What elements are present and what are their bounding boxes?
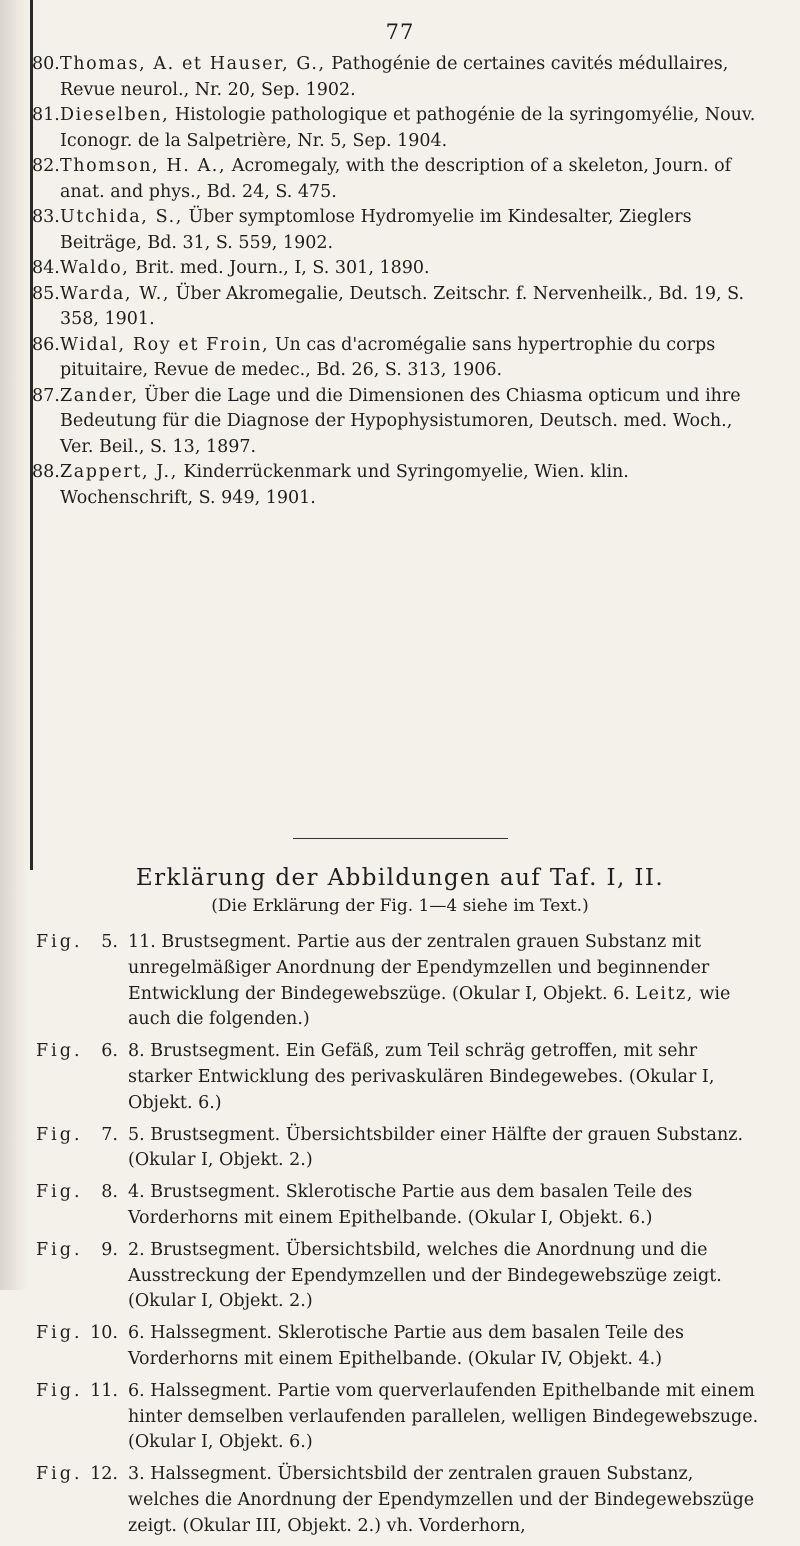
figure-legend-item: Fig. 5. 11. Brustsegment. Partie aus der zentralen grauen Substanz mit unregelmäßiger Anordnung der Ependymzellen und beginnender Entwicklung der Bindegewebszüge. (Okular I, Objekt. 6. Leitz, wie auch die folgenden.) xyxy=(36,932,731,1030)
page-number: 77 xyxy=(385,20,415,44)
reference-list xyxy=(32,52,760,511)
reference-item: 80. Thomas, A. et Hauser, G., Pathogénie de certaines cavités médullaires, Revue neurol., Nr. 20, Sep. 1902. xyxy=(32,54,729,100)
figure-legend-item: Fig. 7. 5. Brustsegment. Übersichtsbilder einer Hälfte der grauen Substanz. (Okular I, Objekt. 2.) xyxy=(36,1124,744,1171)
reference-item: 84. Waldo, Brit. med. Journ., I, S. 301, 1890. xyxy=(32,258,430,278)
reference-item: 83. Utchida, S., Über symptomlose Hydromyelie im Kindesalter, Zieglers Beiträge, Bd. 31, S. 559, 1902. xyxy=(32,207,692,253)
figure-legend-item: Fig. 8. 4. Brustsegment. Sklerotische Partie aus dem basalen Teile des Vorderhorns mit einem Epithelbande. (Okular I, Objekt. 6.) xyxy=(36,1182,693,1228)
figure-legend-item: Fig. 9. 2. Brustsegment. Übersichtsbild, welches die Anordnung und die Ausstreckung der Ependymzellen und der Bindegewebszüge zeigt. (Okular I, Objekt. 2.) xyxy=(36,1239,722,1312)
reference-item: 86. Widal, Roy et Froin, Un cas d'acromégalie sans hypertrophie du corps pituitaire, Revue de medec., Bd. 26, S. 313, 1906. xyxy=(32,334,716,380)
figure-legend-item: Fig. 10. 6. Halssegment. Sklerotische Partie aus dem basalen Teile des Vorderhorns mit einem Epithelbande. (Okular IV, Objekt. 4.) xyxy=(36,1323,684,1369)
binding-shadow-line xyxy=(30,0,33,870)
figure-legend-item: Fig. 12. 3. Halssegment. Übersichtsbild der zentralen grauen Substanz, welches die Anordnung der Ependymzellen und der Bindegewebszüge zeigt. (Okular III, Objekt. 2.) vh. Vorderhorn, xyxy=(36,1464,755,1536)
figure-legend-list xyxy=(36,930,766,1546)
reference-item: 85. Warda, W., Über Akromegalie, Deutsch. Zeitschr. f. Nervenheilk., Bd. 19, S. 358, 1901. xyxy=(32,283,745,329)
reference-item: 88. Zappert, J., Kinderrückenmark und Syringomyelie, Wien. klin. Wochenschrift, S. 949, 1901. xyxy=(32,462,629,508)
figure-legend-item: Fig. 11. 6. Halssegment. Partie vom querverlaufenden Epithelbande mit einem hinter demselben verlaufenden parallelen, welligen Bindegewebszuge. (Okular I, Objekt. 6.) xyxy=(36,1380,759,1453)
reference-item: 81. Dieselben, Histologie pathologique et pathogénie de la syringomyélie, Nouv. Iconogr. de la Salpetrière, Nr. 5, Sep. 1904. xyxy=(32,105,756,151)
section-subtitle: (Die Erklärung der Fig. 1—4 siehe im Text.) xyxy=(211,896,589,916)
reference-item: 87. Zander, Über die Lage und die Dimensionen des Chiasma opticum und ihre Bedeutung für die Diagnose der Hypophysistumoren, Deutsch. med. Woch., Ver. Beil., S. 13, 1897. xyxy=(32,385,741,457)
section-title: Erklärung der Abbildungen auf Taf. I, II. xyxy=(135,865,665,891)
section-divider xyxy=(293,838,508,839)
binding-edge xyxy=(0,0,28,1290)
figure-legend-item: Fig. 6. 8. Brustsegment. Ein Gefäß, zum Teil schräg getroffen, mit sehr starker Entwicklung des perivaskulären Bindegewebes. (Okular I, Objekt. 6.) xyxy=(36,1041,715,1113)
reference-item: 82. Thomson, H. A., Acromegaly, with the description of a skeleton, Journ. of anat. and phys., Bd. 24, S. 475. xyxy=(32,156,732,202)
